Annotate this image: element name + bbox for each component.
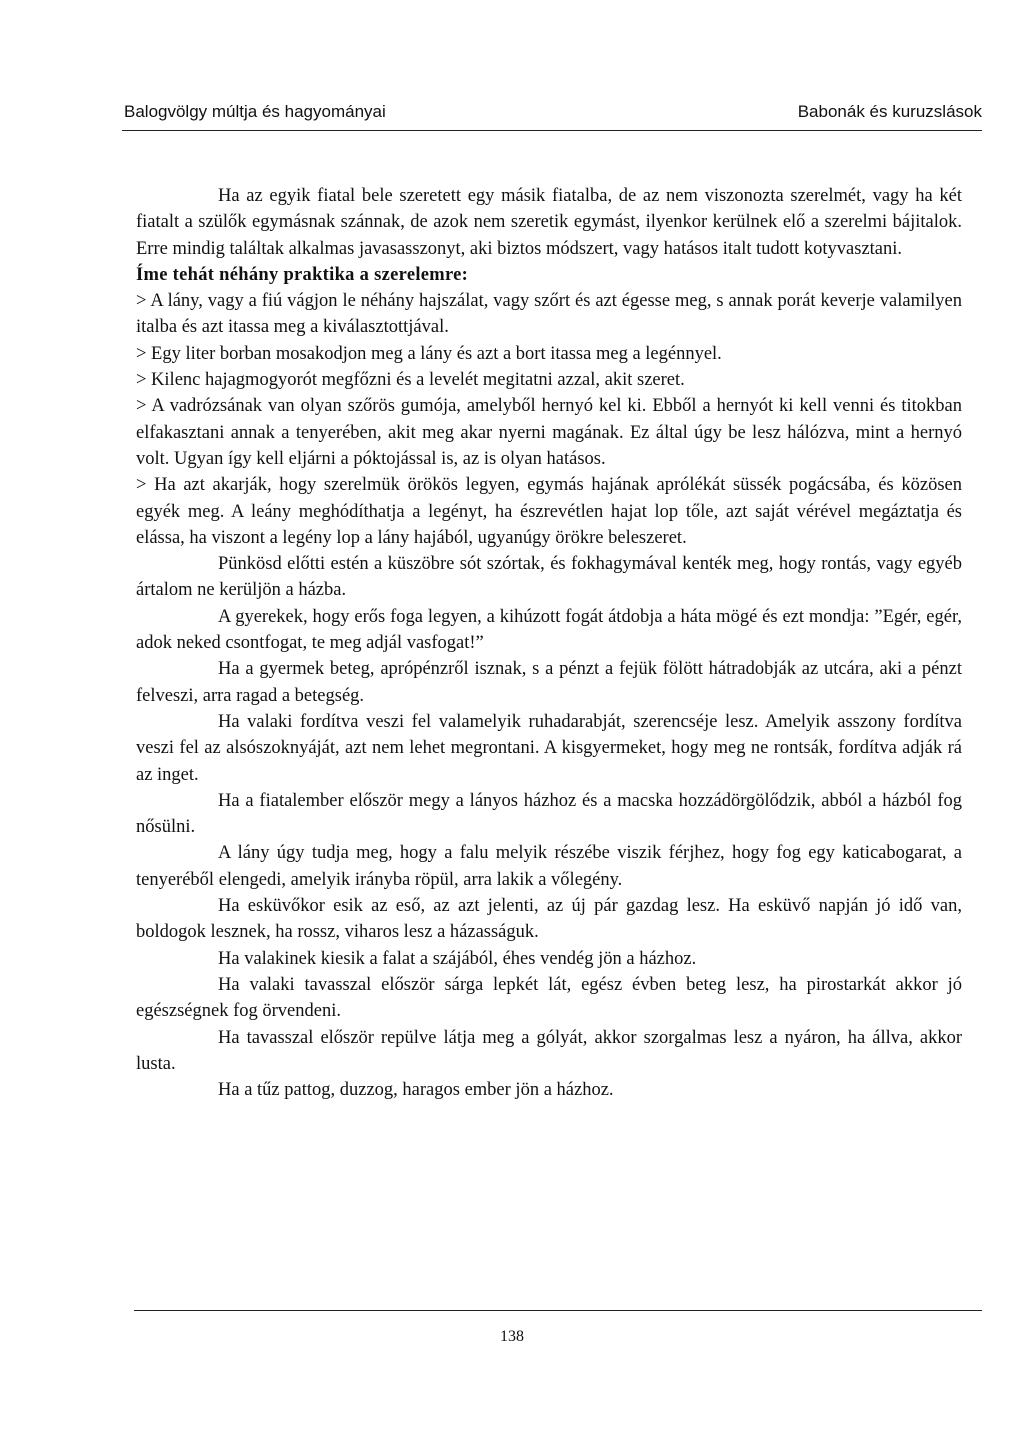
section-heading: Íme tehát néhány praktika a szerelemre: [136, 264, 469, 285]
running-header [122, 98, 982, 126]
page-body [136, 183, 962, 1103]
list-item: > A lány, vagy a fiú vágjon le néhány hajszálat, vagy szőrt és azt égesse meg, s annak porát keverje valamilyen italba és azt itassa meg a kiválasztottjával. [136, 291, 962, 338]
paragraph: A lány úgy tudja meg, hogy a falu melyik részébe viszik férjhez, hogy fog egy katicabogarat, a tenyeréből elengedi, amelyik irányba röpül, arra lakik a vőlegény. [136, 843, 962, 890]
list-item: > Kilenc hajagmogyorót megfőzni és a levelét megitatni azzal, akit szeret. [136, 370, 685, 391]
paragraph: Ha valakinek kiesik a falat a szájából, éhes vendég jön a házhoz. [218, 948, 697, 969]
header-chapter-title: Babonák és kuruzslások [797, 102, 982, 121]
paragraph: Ha a tűz pattog, duzzog, haragos ember jön a házhoz. [218, 1080, 614, 1101]
list-item: > Egy liter borban mosakodjon meg a lány és azt a bort itassa meg a legénnyel. [136, 343, 722, 364]
list-item: > A vadrózsának van olyan szőrös gumója, amelyből hernyó kel ki. Ebből a hernyót ki kell venni és titokban elfakasztani annak a tenyerében, akit meg akar nyerni magának. Ez által úgy be lesz hálózva, mint a hernyó volt. Ugyan így kell eljárni a póktojással is, az is olyan hatásos. [136, 396, 962, 469]
paragraph: Ha esküvőkor esik az eső, az azt jelenti, az új pár gazdag lesz. Ha esküvő napján jó idő van, boldogok lesznek, ha rossz, viharos lesz a házasságuk. [136, 896, 962, 943]
list-item: > Ha azt akarják, hogy szerelmük örökös legyen, egymás hajának aprólékát süssék pogácsába, és közösen egyék meg. A leány meghódíthatja a legényt, ha észrevétlen hajat lop tőle, azt saját vérével megáztatja és elássa, ha viszont a legény lop a lány hajából, ugyanúgy örökre beleszeret. [136, 475, 962, 548]
paragraph: Ha a fiatalember először megy a lányos házhoz és a macska hozzádörgölődzik, abból a házból fog nősülni. [136, 790, 962, 838]
paragraph-intro: Ha az egyik fiatal bele szeretett egy másik fiatalba, de az nem viszonozta szerelmét, vagy ha két fiatalt a szülők egymásnak szánnak, de azok nem szeretik egymást, ilyenkor kerülnek elő a szerelmi bájitalok. Erre mindig találtak alkalmas javasasszonyt, aki biztos módszert, vagy hatásos italt tudott kotyvasztani. [136, 186, 962, 259]
paragraph: A gyerekek, hogy erős foga legyen, a kihúzott fogát átdobja a háta mögé és ezt mondja: ”Egér, egér, adok neked csontfogat, te meg adjál vasfogat!” [136, 606, 962, 654]
footer-rule [134, 1310, 982, 1311]
header-book-title: Balogvölgy múltja és hagyományai [124, 102, 386, 121]
header-rule [122, 130, 982, 131]
page-number: 138 [500, 1328, 524, 1345]
paragraph: Ha a gyermek beteg, aprópénzről isznak, s a pénzt a fejük fölött hátradobják az utcára, aki a pénzt felveszi, arra ragad a betegség. [136, 659, 962, 706]
paragraph: Pünkösd előtti estén a küszöbre sót szórtak, és fokhagymával kenték meg, hogy rontás, vagy egyéb ártalom ne kerüljön a házba. [136, 554, 962, 601]
paragraph: Ha valaki fordítva veszi fel valamelyik ruhadarabját, szerencséje lesz. Amelyik asszony fordítva veszi fel az alsószoknyáját, azt nem lehet megrontani. A kisgyermeket, hogy meg ne rontsák, fordítva adják rá az inget. [136, 711, 962, 785]
paragraph: Ha tavasszal először repülve látja meg a gólyát, akkor szorgalmas lesz a nyáron, ha állva, akkor lusta. [136, 1027, 962, 1074]
paragraph: Ha valaki tavasszal először sárga lepkét lát, egész évben beteg lesz, ha pirostarkát akkor jó egészségnek fog örvendeni. [136, 974, 962, 1022]
